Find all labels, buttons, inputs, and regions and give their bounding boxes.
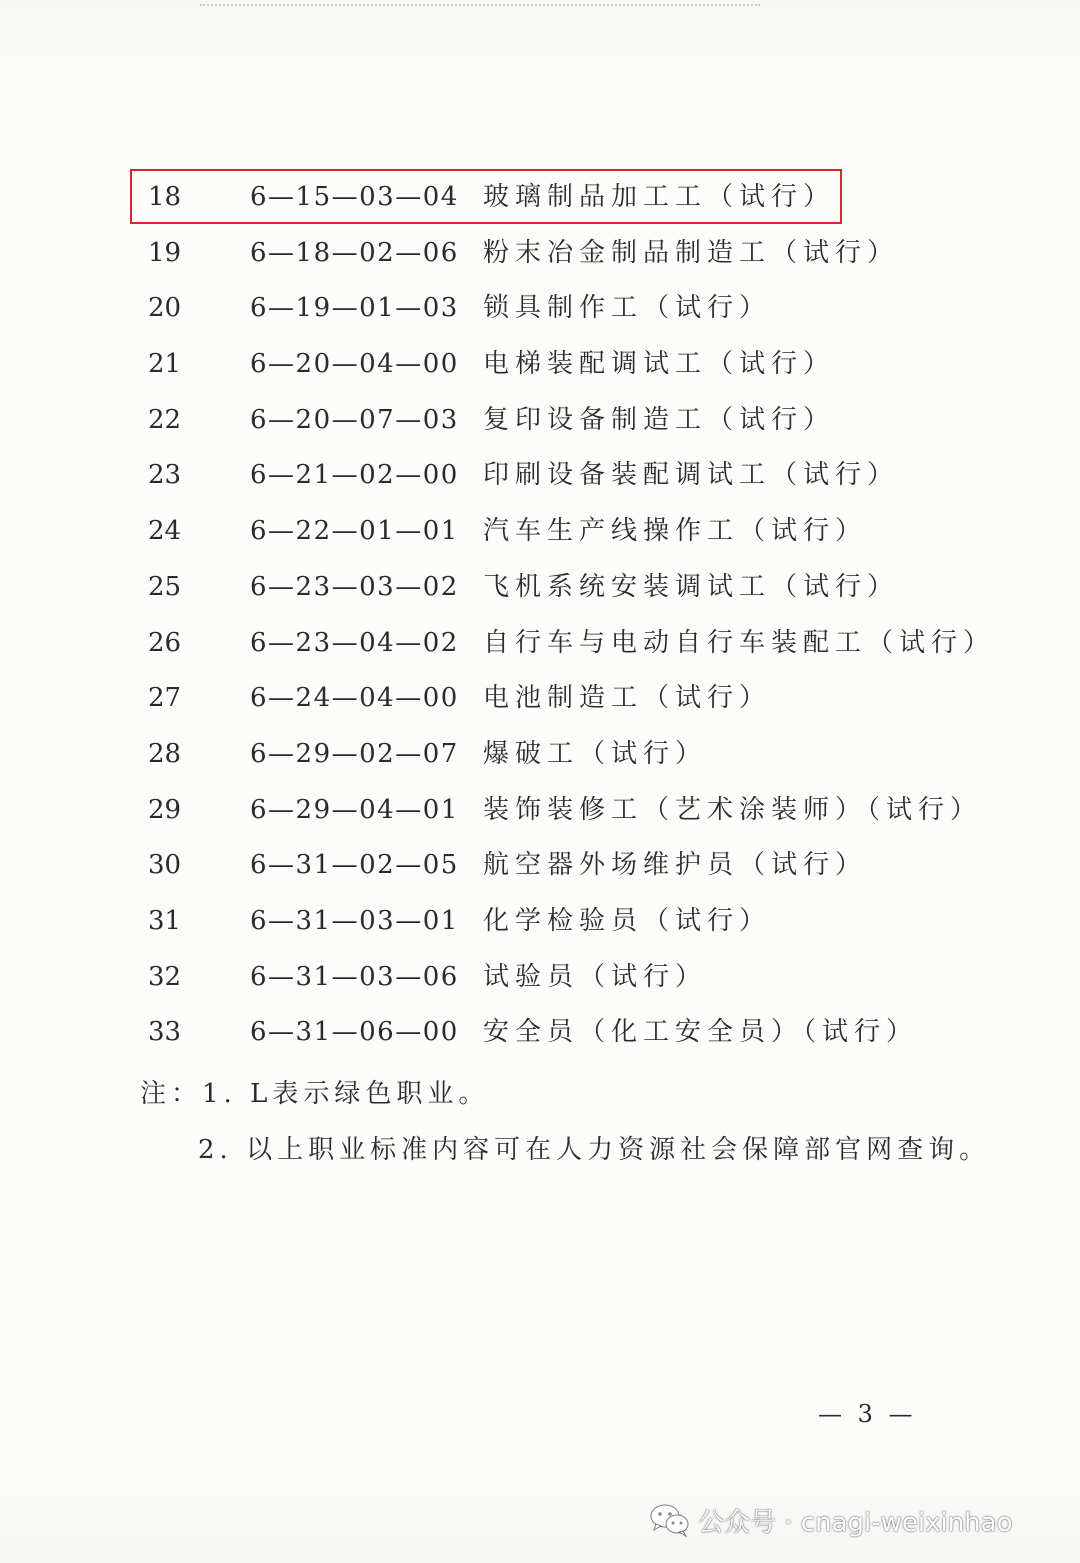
- occupation-code: 6—23—04—02: [250, 627, 459, 658]
- occupation-title: 装饰装修工（艺术涂装师）（试行）: [483, 794, 983, 825]
- row-number: 19: [148, 237, 182, 268]
- occupation-title: 印刷设备装配调试工（试行）: [483, 460, 900, 491]
- occupation-title: 试验员（试行）: [483, 961, 708, 992]
- row-number: 28: [148, 738, 182, 769]
- occupation-title: 玻璃制品加工工（试行）: [483, 182, 836, 212]
- occupation-code: 6—31—03—01: [250, 905, 459, 936]
- occupation-title: 航空器外场维护员（试行）: [483, 850, 868, 881]
- occupation-row: [0, 616, 1080, 672]
- occupation-code: 6—20—07—03: [250, 404, 459, 435]
- page-number: — 3 —: [818, 1400, 917, 1428]
- occupation-title: 爆破工（试行）: [483, 738, 708, 769]
- occupation-row: [0, 281, 1080, 337]
- occupation-row: [0, 1005, 1080, 1061]
- occupation-row: [0, 560, 1080, 616]
- occupation-row: [0, 950, 1080, 1006]
- occupation-code: 6—22—01—01: [250, 516, 459, 547]
- occupation-row: [0, 393, 1080, 449]
- row-number: 21: [148, 349, 182, 380]
- row-number: 24: [148, 516, 182, 547]
- occupation-title: 复印设备制造工（试行）: [483, 404, 836, 435]
- row-number: 20: [148, 293, 182, 324]
- occupation-title: 电梯装配调试工（试行）: [483, 349, 836, 380]
- occupation-title: 粉末冶金制品制造工（试行）: [483, 237, 900, 268]
- occupation-title: 飞机系统安装调试工（试行）: [483, 571, 900, 602]
- occupation-title: 安全员（化工安全员）（试行）: [483, 1017, 919, 1048]
- previous-page-remnant: [200, 0, 760, 6]
- wechat-icon: [650, 1503, 690, 1537]
- notes: [140, 1066, 991, 1178]
- row-number: 32: [148, 961, 182, 992]
- occupation-row: [0, 783, 1080, 839]
- occupation-code: 6—18—02—06: [250, 237, 459, 268]
- occupation-code: 6—24—04—00: [250, 683, 459, 714]
- occupation-row: [0, 671, 1080, 727]
- row-number: 31: [148, 905, 182, 936]
- row-number: 33: [148, 1017, 182, 1048]
- occupation-code: 6—29—04—01: [250, 794, 459, 825]
- occupation-code: 6—31—03—06: [250, 961, 459, 992]
- occupation-title: 锁具制作工（试行）: [483, 293, 772, 324]
- occupation-code: 6—19—01—03: [250, 293, 459, 324]
- occupation-list: [0, 170, 1080, 1061]
- occupation-row: [0, 337, 1080, 393]
- occupation-title: 自行车与电动自行车装配工（试行）: [483, 627, 996, 658]
- occupation-row: [0, 448, 1080, 504]
- occupation-code: 6—31—02—05: [250, 850, 459, 881]
- occupation-code: 6—31—06—00: [250, 1017, 459, 1048]
- row-number: 23: [148, 460, 182, 491]
- occupation-code: 6—29—02—07: [250, 738, 459, 769]
- occupation-code: 6—20—04—00: [250, 349, 459, 380]
- note-line-1: 注：1. L表示绿色职业。: [140, 1079, 490, 1109]
- occupation-row: [0, 226, 1080, 282]
- row-number: 18: [148, 182, 182, 212]
- note-line-2: 2. 以上职业标准内容可在人力资源社会保障部官网查询。: [198, 1135, 991, 1165]
- occupation-row: [0, 838, 1080, 894]
- row-number: 26: [148, 627, 182, 658]
- row-number: 29: [148, 794, 182, 825]
- occupation-row: [0, 170, 1080, 226]
- watermark: [650, 1500, 1013, 1540]
- occupation-title: 电池制造工（试行）: [483, 683, 772, 714]
- occupation-row: [0, 894, 1080, 950]
- row-number: 22: [148, 404, 182, 435]
- occupation-title: 汽车生产线操作工（试行）: [483, 516, 868, 547]
- watermark-label: 公众号 · cnagi-weixinhao: [698, 1507, 1013, 1538]
- occupation-code: 6—21—02—00: [250, 460, 459, 491]
- occupation-row: [0, 504, 1080, 560]
- row-number: 30: [148, 850, 182, 881]
- row-number: 25: [148, 571, 182, 602]
- occupation-title: 化学检验员（试行）: [483, 905, 772, 936]
- occupation-row: [0, 727, 1080, 783]
- occupation-code: 6—15—03—04: [250, 182, 459, 212]
- occupation-code: 6—23—03—02: [250, 571, 459, 602]
- row-number: 27: [148, 683, 182, 714]
